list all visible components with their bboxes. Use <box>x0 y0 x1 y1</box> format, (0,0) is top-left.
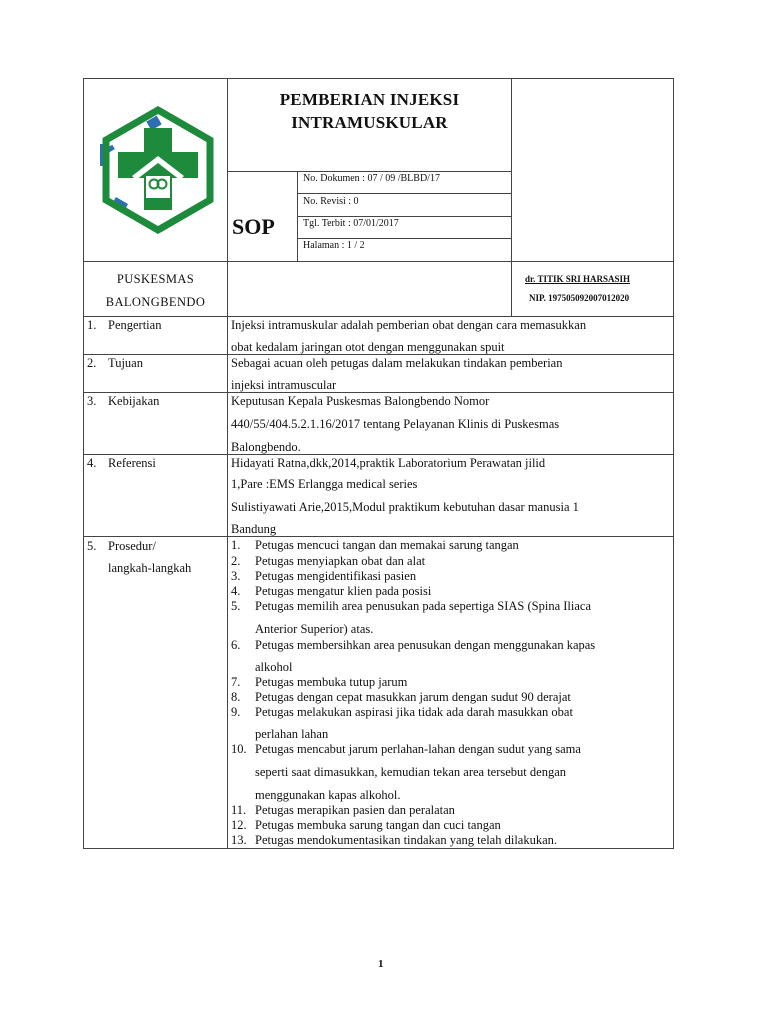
step-text: Petugas memilih area penusukan pada sepertiga SIAS (Spina Iliaca <box>255 599 592 613</box>
referensi-text-line: Hidayati Ratna,dkk,2014,praktik Laboratorium Perawatan jilid <box>231 456 546 470</box>
tujuan-text-line: injeksi intramuscular <box>231 378 337 392</box>
step-number: 3. <box>231 569 241 583</box>
step-number: 12. <box>231 818 247 832</box>
section-number: 1. <box>87 318 97 332</box>
section-label-referensi: Referensi <box>108 456 156 470</box>
org-line-2: BALONGBENDO <box>105 295 206 309</box>
step-text: Petugas mencuci tangan dan memakai sarung tangan <box>255 538 519 552</box>
puskesmas-logo <box>100 104 216 234</box>
step-text: Petugas membersihkan area penusukan dengan menggunakan kapas <box>255 638 596 652</box>
kebijakan-text-line: Keputusan Kepala Puskesmas Balongbendo Nomor <box>231 394 490 408</box>
step-text: Petugas membuka tutup jarum <box>255 675 408 689</box>
step-text: Petugas dengan cepat masukkan jarum dengan sudut 90 derajat <box>255 690 571 704</box>
issue-date: Tgl. Terbit : 07/01/2017 <box>303 218 399 229</box>
step-text: alkohol <box>255 660 293 674</box>
step-text: Petugas menyiapkan obat dan alat <box>255 554 426 568</box>
step-number: 8. <box>231 690 241 704</box>
step-text: Petugas mencabut jarum perlahan-lahan dengan sudut yang sama <box>255 742 581 756</box>
step-number: 4. <box>231 584 241 598</box>
step-text: Petugas mengidentifikasi pasien <box>255 569 417 583</box>
step-number: 9. <box>231 705 241 719</box>
section-label-tujuan: Tujuan <box>108 356 143 370</box>
step-number: 10. <box>231 742 247 756</box>
section-label-pengertian: Pengertian <box>108 318 162 332</box>
referensi-text-line: Bandung <box>231 522 277 536</box>
section-label-langkah: langkah-langkah <box>108 561 192 575</box>
signer-name: dr. TITIK SRI HARSASIH <box>525 274 631 284</box>
step-text: seperti saat dimasukkan, kemudian tekan area tersebut dengan <box>255 765 566 779</box>
doc-number: No. Dokumen : 07 / 09 /BLBD/17 <box>303 173 440 184</box>
step-text: Petugas melakukan aspirasi jika tidak ada darah masukkan obat <box>255 705 573 719</box>
step-text: Petugas membuka sarung tangan dan cuci tangan <box>255 818 501 832</box>
step-number: 5. <box>231 599 241 613</box>
title-line-2: INTRAMUSKULAR <box>291 113 448 132</box>
referensi-text-line: Sulistiyawati Arie,2015,Modul praktikum kebutuhan dasar manusia 1 <box>231 500 579 514</box>
revision-number: No. Revisi : 0 <box>303 196 359 207</box>
step-number: 1. <box>231 538 241 552</box>
section-number: 4. <box>87 456 97 470</box>
step-text: Petugas merapikan pasien dan peralatan <box>255 803 455 817</box>
tujuan-text-line: Sebagai acuan oleh petugas dalam melakukan tindakan pemberian <box>231 356 563 370</box>
sop-label: SOP <box>232 214 275 239</box>
title-line-1: PEMBERIAN INJEKSI <box>279 90 460 109</box>
pengertian-text-line: obat kedalam jaringan otot dengan menggunakan spuit <box>231 340 505 354</box>
organization-name <box>84 268 227 314</box>
step-text: menggunakan kapas alkohol. <box>255 788 401 802</box>
cross-house-icon <box>100 104 216 234</box>
page-number: 1 <box>378 958 384 970</box>
step-text: Petugas mengatur klien pada posisi <box>255 584 432 598</box>
step-number: 13. <box>231 833 247 847</box>
referensi-text-line: 1,Pare :EMS Erlangga medical series <box>231 477 418 491</box>
step-number: 7. <box>231 675 241 689</box>
step-number: 6. <box>231 638 241 652</box>
org-line-1: PUSKESMAS <box>116 272 195 286</box>
section-label-prosedur: Prosedur/ <box>108 539 156 553</box>
kebijakan-text-line: Balongbendo. <box>231 440 301 454</box>
section-number: 3. <box>87 394 97 408</box>
step-text: Anterior Superior) atas. <box>255 622 374 636</box>
kebijakan-text-line: 440/55/404.5.2.1.16/2017 tentang Pelayanan Klinis di Puskesmas <box>231 417 560 431</box>
section-number: 5. <box>87 539 97 553</box>
section-number: 2. <box>87 356 97 370</box>
step-text: perlahan lahan <box>255 727 329 741</box>
step-number: 2. <box>231 554 241 568</box>
document-title <box>228 88 511 134</box>
page-info: Halaman : 1 / 2 <box>303 240 365 251</box>
signer-nip: NIP. 197505092007012020 <box>529 293 630 303</box>
step-number: 11. <box>231 803 247 817</box>
step-text: Petugas mendokumentasikan tindakan yang telah dilakukan. <box>255 833 558 847</box>
pengertian-text-line: Injeksi intramuskular adalah pemberian obat dengan cara memasukkan <box>231 318 587 332</box>
section-label-kebijakan: Kebijakan <box>108 394 160 408</box>
